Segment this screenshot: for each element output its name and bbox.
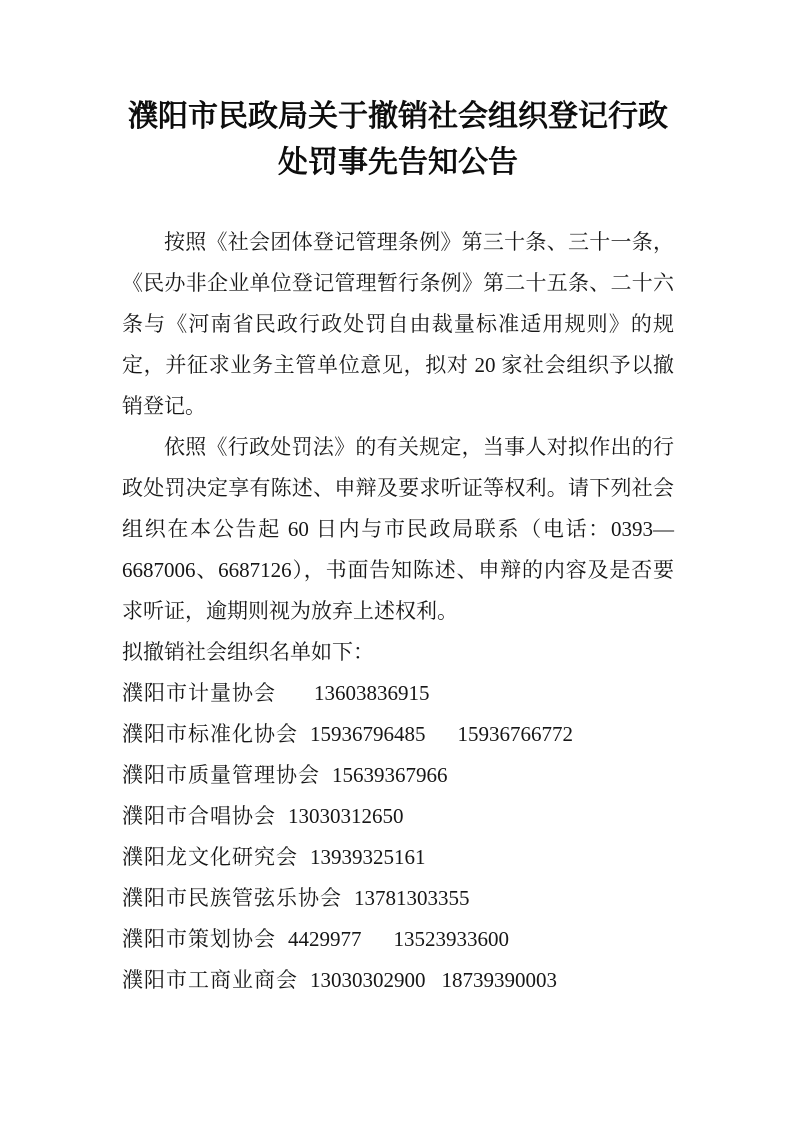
org-phone: 13030312650: [288, 804, 404, 828]
org-name: 濮阳市质量管理协会: [122, 763, 320, 787]
org-name: 濮阳市工商业商会: [122, 968, 298, 992]
org-row: [122, 755, 674, 796]
paragraph-legal-basis: 按照《社会团体登记管理条例》第三十条、三十一条，《民办非企业单位登记管理暂行条例》第二十五条、二十六条与《河南省民政行政处罚自由裁量标准适用规则》的规定，并征求业务主管单位意见，拟对 20 家社会组织予以撤销登记。: [122, 230, 674, 418]
org-name: 濮阳市标准化协会: [122, 722, 298, 746]
org-name: 濮阳市计量协会: [122, 681, 276, 705]
org-phone: 13939325161: [310, 845, 426, 869]
org-phone: 18739390003: [441, 968, 557, 992]
org-phone: 15936766772: [457, 722, 573, 746]
org-row: [122, 673, 674, 714]
document-title: 濮阳市民政局关于撤销社会组织登记行政处罚事先告知公告: [128, 100, 668, 179]
org-phone: 15936796485: [310, 722, 426, 746]
org-name: 濮阳市合唱协会: [122, 804, 276, 828]
org-phone: 4429977: [288, 927, 362, 951]
org-phone: 13030302900: [310, 968, 426, 992]
org-row: [122, 837, 674, 878]
org-row: [122, 960, 674, 1001]
org-name: 濮阳龙文化研究会: [122, 845, 298, 869]
paragraph-list-header: 拟撤销社会组织名单如下：: [122, 640, 374, 664]
org-name: 濮阳市策划协会: [122, 927, 276, 951]
org-row: [122, 714, 674, 755]
org-phone: 13523933600: [393, 927, 509, 951]
org-row: [122, 796, 674, 837]
org-row: [122, 919, 674, 960]
org-phone: 13781303355: [354, 886, 470, 910]
org-name: 濮阳市民族管弦乐协会: [122, 886, 342, 910]
org-phone: 15639367966: [332, 763, 448, 787]
org-row: [122, 878, 674, 919]
org-phone: 13603836915: [314, 681, 430, 705]
paragraph-rights-notice: 依照《行政处罚法》的有关规定，当事人对拟作出的行政处罚决定享有陈述、申辩及要求听证等权利。请下列社会组织在本公告起 60 日内与市民政局联系（电话：0393—6687006、6687126），书面告知陈述、申辩的内容及是否要求听证，逾期则视为放弃上述权利。: [122, 435, 674, 623]
